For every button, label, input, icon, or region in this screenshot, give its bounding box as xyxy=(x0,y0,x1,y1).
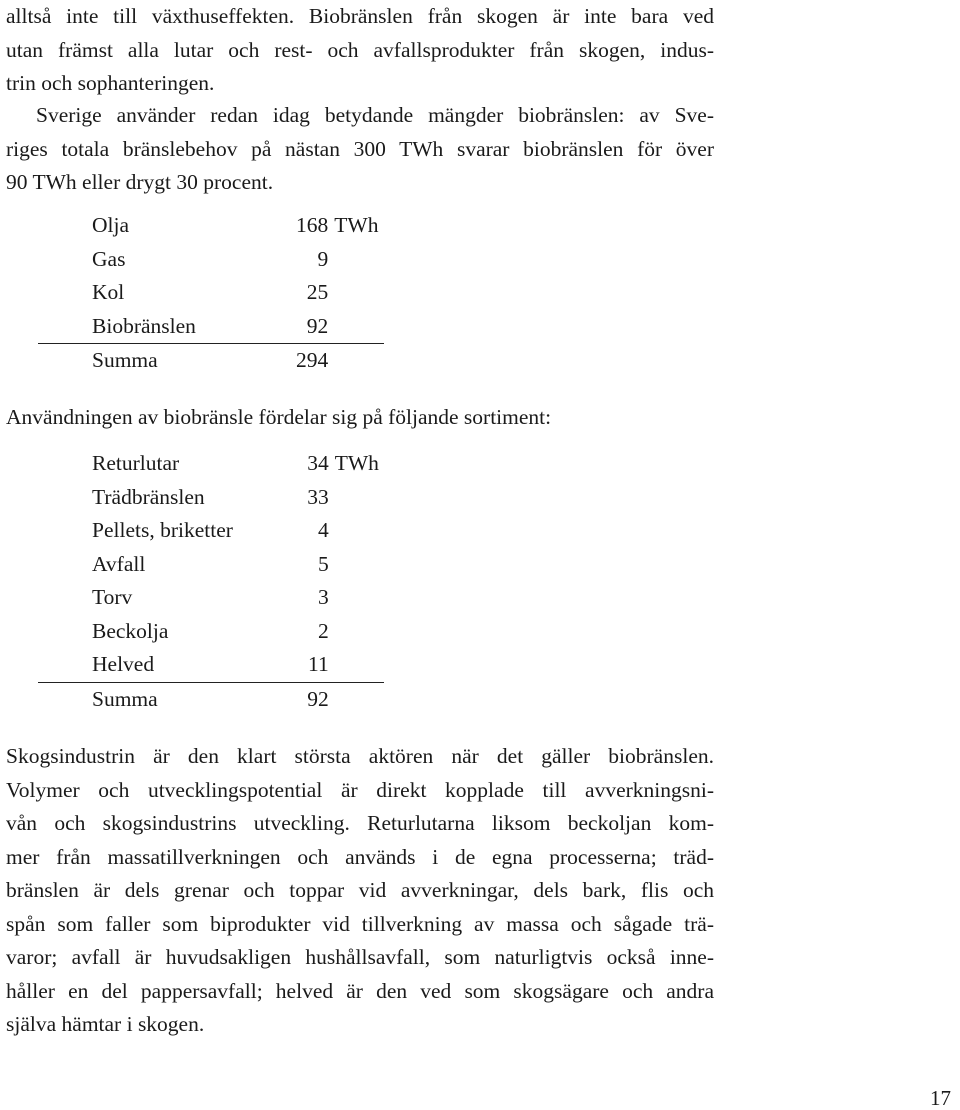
table-row xyxy=(38,447,384,481)
row-value: 11 xyxy=(308,652,329,676)
paragraph-forest-industry xyxy=(6,740,714,1042)
row-label: Helved xyxy=(92,652,155,676)
text-line: Skogsindustrin är den klart största aktören när det gäller biobränslen. xyxy=(6,744,714,768)
table-row xyxy=(38,481,384,515)
row-unit xyxy=(329,615,384,649)
total-value: 92 xyxy=(281,682,329,716)
total-label: Summa xyxy=(38,682,281,716)
text-line: Volymer och utvecklingspotential är direkt kopplade till avverkningsni- xyxy=(6,777,714,802)
row-unit xyxy=(328,276,384,310)
paragraph-usage xyxy=(6,99,714,200)
text-line: 90 TWh eller drygt 30 procent. xyxy=(6,170,274,194)
page-number: 17 xyxy=(930,1086,951,1110)
table-row xyxy=(38,243,384,277)
text-line: Sverige använder redan idag betydande mängder biobränslen: av Sve- xyxy=(36,103,714,127)
total-label: Summa xyxy=(38,344,277,378)
row-unit xyxy=(329,514,384,548)
text-line: mer från massatillverkningen och används i de egna processerna; träd- xyxy=(6,844,714,869)
text-line: varor; avfall är huvudsakligen hushållsavfall, som naturligtvis också inne- xyxy=(6,945,714,969)
total-value: 294 xyxy=(277,344,328,378)
row-label: Beckolja xyxy=(92,618,169,643)
row-label: Gas xyxy=(92,246,126,271)
row-value: 2 xyxy=(317,618,329,643)
row-unit xyxy=(328,243,384,277)
row-value: 33 xyxy=(307,484,329,509)
row-unit xyxy=(328,310,384,344)
table-row xyxy=(38,514,384,548)
row-value: 25 xyxy=(306,280,329,304)
table-row xyxy=(38,310,384,344)
row-value: 5 xyxy=(317,551,329,576)
row-value: 168 xyxy=(296,213,329,237)
row-unit xyxy=(329,648,384,682)
table-row xyxy=(38,615,384,649)
energy-sources-table xyxy=(38,209,384,378)
row-value: 9 xyxy=(317,246,329,271)
table-row xyxy=(38,209,384,243)
row-unit xyxy=(328,344,384,378)
text-line: Användningen av biobränsle fördelar sig på följande sortiment: xyxy=(6,405,552,429)
text-line: riges totala bränslebehov på nästan 300 TWh svarar biobränslen för över xyxy=(6,136,714,161)
row-label: Kol xyxy=(92,280,125,304)
row-unit: TWh xyxy=(334,213,379,237)
text-line: alltså inte till växthuseffekten. Biobränslen från skogen är inte bara ved xyxy=(6,4,714,28)
row-label: Avfall xyxy=(92,551,146,576)
row-unit xyxy=(329,548,384,582)
text-line: vån och skogsindustrins utveckling. Returlutarna liksom beckoljan kom- xyxy=(6,811,714,835)
row-value: 34 xyxy=(307,451,329,475)
row-label: Pellets, briketter xyxy=(92,518,233,542)
row-label: Returlutar xyxy=(92,451,180,475)
row-label: Trädbränslen xyxy=(92,484,205,509)
row-value: 92 xyxy=(306,313,329,338)
row-label: Olja xyxy=(92,213,130,237)
text-line: själva hämtar i skogen. xyxy=(6,1012,205,1036)
row-label: Biobränslen xyxy=(92,313,196,338)
biofuel-assortment-table xyxy=(38,447,384,716)
row-unit xyxy=(329,581,384,615)
table-row xyxy=(38,276,384,310)
text-line: håller en del pappersavfall; helved är den ved som skogsägare och andra xyxy=(6,978,714,1003)
row-value: 4 xyxy=(317,518,329,542)
table-total-row xyxy=(38,682,384,716)
row-unit: TWh xyxy=(334,451,379,475)
table-row xyxy=(38,548,384,582)
text-line: spån som faller som biprodukter vid tillverkning av massa och sågade trä- xyxy=(6,911,714,936)
table-row xyxy=(38,648,384,682)
row-unit xyxy=(329,682,384,716)
text-line: utan främst alla lutar och rest- och avfallsprodukter från skogen, indus- xyxy=(6,37,714,62)
table-total-row xyxy=(38,344,384,378)
paragraph-intro xyxy=(6,0,714,101)
text-line: bränslen är dels grenar och toppar vid avverkningar, dels bark, flis och xyxy=(6,878,714,902)
table-row xyxy=(38,581,384,615)
row-label: Torv xyxy=(92,585,133,609)
paragraph-distribution-intro xyxy=(6,401,714,435)
text-line: trin och sophanteringen. xyxy=(6,71,215,95)
row-value: 3 xyxy=(317,585,329,609)
row-unit xyxy=(329,481,384,515)
